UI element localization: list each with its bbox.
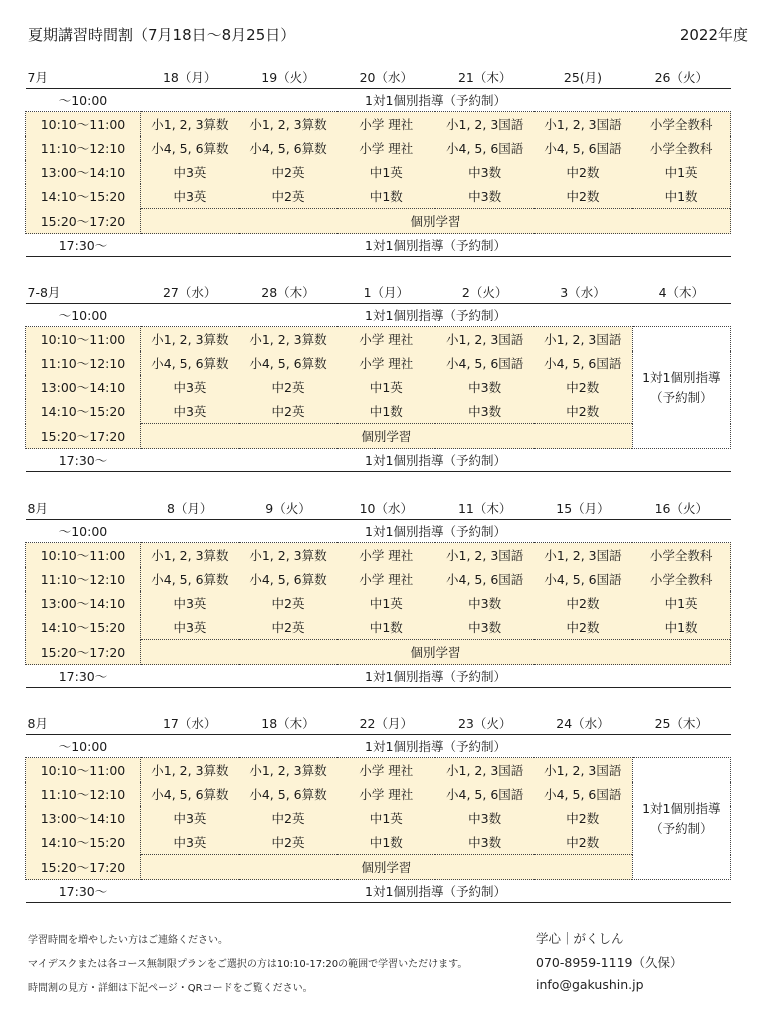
day-header: 27（水）: [141, 280, 239, 304]
time-cell: 〜10:00: [58, 93, 108, 108]
day-header: 10（水）: [337, 496, 435, 520]
class-cell: 小4, 5, 6国語: [435, 567, 533, 591]
day-header: 17（水）: [141, 711, 239, 735]
class-cell: 小4, 5, 6国語: [534, 567, 632, 591]
day-header: 20（水）: [337, 65, 435, 89]
class-cell: 小1, 2, 3国語: [435, 327, 533, 352]
class-cell: 中2英: [239, 184, 337, 209]
table-row: [26, 665, 731, 688]
time-cell: 10:10〜11:00: [26, 543, 141, 568]
class-cell: 小学 理社: [337, 112, 435, 137]
one-on-one-cell: 1対1個別指導（予約制）: [365, 524, 506, 539]
class-cell: 中2英: [239, 160, 337, 184]
one-on-one-cell: 1対1個別指導（予約制）: [365, 308, 506, 323]
class-cell: 中1英: [337, 591, 435, 615]
day-header: 26（火）: [632, 65, 730, 89]
month-label: 8月: [26, 496, 141, 520]
time-cell: 10:10〜11:00: [26, 758, 141, 783]
class-cell: 小1, 2, 3国語: [435, 758, 533, 783]
day-header: 16（火）: [632, 496, 730, 520]
class-cell: 小4, 5, 6算数: [239, 782, 337, 806]
class-cell: 小4, 5, 6算数: [239, 351, 337, 375]
class-cell: 中3英: [141, 160, 239, 184]
class-cell: 小1, 2, 3国語: [534, 327, 632, 352]
time-cell: 14:10〜15:20: [26, 830, 141, 855]
class-cell: 小4, 5, 6国語: [435, 351, 533, 375]
footer-note: 学習時間を増やしたい方はご連絡ください。: [28, 935, 228, 946]
footer-note: マイデスクまたは各コース無制限プランをご選択の方は10:10-17:20の範囲で学習いただけます。: [28, 959, 468, 970]
class-cell: 小1, 2, 3国語: [435, 543, 533, 568]
one-on-one-cell: 1対1個別指導（予約制）: [141, 665, 731, 688]
table-row: [26, 591, 731, 615]
one-on-one-cell: 1対1個別指導（予約制）: [141, 449, 731, 472]
class-cell: 中1数: [632, 184, 730, 209]
day-header: 1（月）: [337, 280, 435, 304]
class-cell: 小学 理社: [337, 543, 435, 568]
time-cell: 〜10:00: [58, 524, 108, 539]
class-cell: 小1, 2, 3算数: [141, 327, 239, 352]
class-cell: 中2数: [534, 184, 632, 209]
class-cell: 中2英: [239, 806, 337, 830]
class-cell: 中3英: [141, 806, 239, 830]
schedule-block-4: [25, 711, 731, 903]
table-row: [26, 449, 731, 472]
time-cell: 11:10〜12:10: [26, 351, 141, 375]
footer-note: 時間割の見方・詳細は下記ページ・QRコードをご覧ください。: [28, 983, 313, 994]
class-cell: 中3英: [141, 830, 239, 855]
class-cell: 中2数: [534, 591, 632, 615]
day-header: 25(月): [534, 65, 632, 89]
one-on-one-cell: 1対1個別指導（予約制）: [141, 234, 731, 257]
class-cell: 中2数: [534, 160, 632, 184]
day-header: 4（木）: [632, 280, 730, 304]
class-cell: 小4, 5, 6算数: [141, 351, 239, 375]
schedule-block-2: [25, 280, 731, 472]
time-cell: 17:30〜: [26, 665, 141, 688]
time-cell: 13:00〜14:10: [26, 160, 141, 184]
day-header: 19（火）: [239, 65, 337, 89]
class-cell: 中2英: [239, 830, 337, 855]
schedule-table: [25, 280, 731, 472]
time-cell: 14:10〜15:20: [26, 615, 141, 640]
day-header: 8（月）: [141, 496, 239, 520]
class-cell: 小学 理社: [337, 567, 435, 591]
table-row: [26, 209, 731, 234]
class-cell: 小1, 2, 3算数: [239, 758, 337, 783]
time-cell: 11:10〜12:10: [26, 782, 141, 806]
email-address[interactable]: info@gakushin.jp: [536, 977, 644, 992]
day-header: 22（月）: [337, 711, 435, 735]
time-cell: 17:30〜: [26, 449, 141, 472]
class-cell: 小4, 5, 6国語: [534, 351, 632, 375]
self-study-cell: 個別学習: [141, 855, 633, 880]
class-cell: 小1, 2, 3算数: [141, 543, 239, 568]
day-header: 2（火）: [435, 280, 533, 304]
table-header-row: [26, 280, 731, 304]
class-cell: 小1, 2, 3国語: [534, 543, 632, 568]
class-cell: 中1数: [337, 399, 435, 424]
class-cell: 小4, 5, 6算数: [239, 567, 337, 591]
time-cell: 17:30〜: [26, 880, 141, 903]
time-cell: 10:10〜11:00: [26, 112, 141, 137]
class-cell: 中1英: [337, 375, 435, 399]
table-row: [26, 735, 731, 758]
table-row: [26, 806, 731, 830]
time-cell: 13:00〜14:10: [26, 591, 141, 615]
class-cell: 小1, 2, 3国語: [534, 112, 632, 137]
one-on-one-cell: 1対1個別指導（予約制）: [141, 880, 731, 903]
class-cell: 中2数: [534, 806, 632, 830]
class-cell: 中2数: [534, 615, 632, 640]
class-cell: 中2英: [239, 615, 337, 640]
schedule-block-3: [25, 496, 731, 688]
reserve-cell: 1対1個別指導（予約制）: [632, 327, 730, 449]
schedule-block-1: [25, 65, 731, 257]
class-cell: 小1, 2, 3算数: [239, 327, 337, 352]
class-cell: 中2英: [239, 399, 337, 424]
time-cell: 13:00〜14:10: [26, 375, 141, 399]
page-title: 夏期講習時間割（7月18日〜8月25日）: [28, 26, 296, 44]
class-cell: 小4, 5, 6国語: [534, 136, 632, 160]
table-row: [26, 160, 731, 184]
class-cell: 小4, 5, 6算数: [141, 136, 239, 160]
class-cell: 中2英: [239, 591, 337, 615]
class-cell: 中3数: [435, 184, 533, 209]
class-cell: 小4, 5, 6算数: [141, 567, 239, 591]
class-cell: 中3数: [435, 399, 533, 424]
school-name: 学心｜がくしん: [536, 931, 624, 946]
table-row: [26, 424, 731, 449]
time-cell: 14:10〜15:20: [26, 399, 141, 424]
table-row: [26, 327, 731, 352]
table-row: [26, 304, 731, 327]
class-cell: 中3数: [435, 160, 533, 184]
class-cell: 小学 理社: [337, 136, 435, 160]
table-row: [26, 782, 731, 806]
table-header-row: [26, 711, 731, 735]
class-cell: 中2数: [534, 375, 632, 399]
class-cell: 小4, 5, 6国語: [534, 782, 632, 806]
self-study-cell: 個別学習: [141, 209, 731, 234]
table-row: [26, 351, 731, 375]
table-row: [26, 234, 731, 257]
class-cell: 中1英: [337, 806, 435, 830]
class-cell: 小学全教科: [632, 543, 730, 568]
table-row: [26, 567, 731, 591]
self-study-cell: 個別学習: [141, 424, 633, 449]
class-cell: 中1英: [632, 591, 730, 615]
schedule-table: [25, 711, 731, 903]
class-cell: 小1, 2, 3算数: [239, 112, 337, 137]
class-cell: 中3英: [141, 591, 239, 615]
class-cell: 小学全教科: [632, 567, 730, 591]
class-cell: 小1, 2, 3算数: [239, 543, 337, 568]
class-cell: 中3数: [435, 591, 533, 615]
time-cell: 〜10:00: [58, 308, 108, 323]
class-cell: 小4, 5, 6国語: [435, 136, 533, 160]
day-header: 28（木）: [239, 280, 337, 304]
time-cell: 11:10〜12:10: [26, 136, 141, 160]
table-row: [26, 399, 731, 424]
fiscal-year: 2022年度: [679, 26, 748, 44]
day-header: 24（水）: [534, 711, 632, 735]
table-row: [26, 640, 731, 665]
class-cell: 小4, 5, 6算数: [239, 136, 337, 160]
schedule-table: [25, 65, 731, 257]
table-row: [26, 543, 731, 568]
time-cell: 15:20〜17:20: [26, 209, 141, 234]
time-cell: 〜10:00: [58, 739, 108, 754]
class-cell: 小4, 5, 6国語: [435, 782, 533, 806]
table-row: [26, 830, 731, 855]
class-cell: 小学全教科: [632, 136, 730, 160]
day-header: 25（木）: [632, 711, 730, 735]
time-cell: 15:20〜17:20: [26, 640, 141, 665]
class-cell: 中3英: [141, 375, 239, 399]
month-label: 7-8月: [26, 280, 141, 304]
time-cell: 17:30〜: [26, 234, 141, 257]
month-label: 8月: [26, 711, 141, 735]
class-cell: 小学全教科: [632, 112, 730, 137]
class-cell: 中3英: [141, 184, 239, 209]
day-header: 15（月）: [534, 496, 632, 520]
month-label: 7月: [26, 65, 141, 89]
day-header: 18（木）: [239, 711, 337, 735]
class-cell: 小学 理社: [337, 327, 435, 352]
class-cell: 中1数: [337, 830, 435, 855]
class-cell: 中1英: [337, 160, 435, 184]
one-on-one-cell: 1対1個別指導（予約制）: [365, 739, 506, 754]
table-row: [26, 112, 731, 137]
time-cell: 13:00〜14:10: [26, 806, 141, 830]
day-header: 11（木）: [435, 496, 533, 520]
class-cell: 中3数: [435, 830, 533, 855]
phone-number: 070-8959-1119（久保）: [536, 955, 683, 970]
time-cell: 15:20〜17:20: [26, 855, 141, 880]
class-cell: 中2数: [534, 399, 632, 424]
time-cell: 15:20〜17:20: [26, 424, 141, 449]
class-cell: 中3数: [435, 615, 533, 640]
class-cell: 小1, 2, 3算数: [141, 112, 239, 137]
class-cell: 中1数: [337, 184, 435, 209]
class-cell: 小学 理社: [337, 782, 435, 806]
table-row: [26, 520, 731, 543]
class-cell: 小4, 5, 6算数: [141, 782, 239, 806]
table-row: [26, 615, 731, 640]
table-row: [26, 184, 731, 209]
time-cell: 10:10〜11:00: [26, 327, 141, 352]
reserve-cell: 1対1個別指導（予約制）: [632, 758, 730, 880]
one-on-one-cell: 1対1個別指導（予約制）: [365, 93, 506, 108]
class-cell: 中3数: [435, 806, 533, 830]
class-cell: 中1英: [632, 160, 730, 184]
day-header: 9（火）: [239, 496, 337, 520]
class-cell: 小1, 2, 3国語: [435, 112, 533, 137]
schedule-table: [25, 496, 731, 688]
table-header-row: [26, 65, 731, 89]
day-header: 3（水）: [534, 280, 632, 304]
time-cell: 11:10〜12:10: [26, 567, 141, 591]
day-header: 23（火）: [435, 711, 533, 735]
class-cell: 小学 理社: [337, 758, 435, 783]
table-row: [26, 758, 731, 783]
day-header: 21（木）: [435, 65, 533, 89]
class-cell: 中3英: [141, 399, 239, 424]
class-cell: 小学 理社: [337, 351, 435, 375]
class-cell: 中1数: [337, 615, 435, 640]
class-cell: 中3数: [435, 375, 533, 399]
table-row: [26, 375, 731, 399]
table-row: [26, 880, 731, 903]
table-header-row: [26, 496, 731, 520]
class-cell: 中1数: [632, 615, 730, 640]
table-row: [26, 855, 731, 880]
table-row: [26, 89, 731, 112]
class-cell: 小1, 2, 3算数: [141, 758, 239, 783]
class-cell: 中3英: [141, 615, 239, 640]
class-cell: 小1, 2, 3国語: [534, 758, 632, 783]
class-cell: 中2英: [239, 375, 337, 399]
class-cell: 中2数: [534, 830, 632, 855]
time-cell: 14:10〜15:20: [26, 184, 141, 209]
table-row: [26, 136, 731, 160]
self-study-cell: 個別学習: [141, 640, 731, 665]
day-header: 18（月）: [141, 65, 239, 89]
